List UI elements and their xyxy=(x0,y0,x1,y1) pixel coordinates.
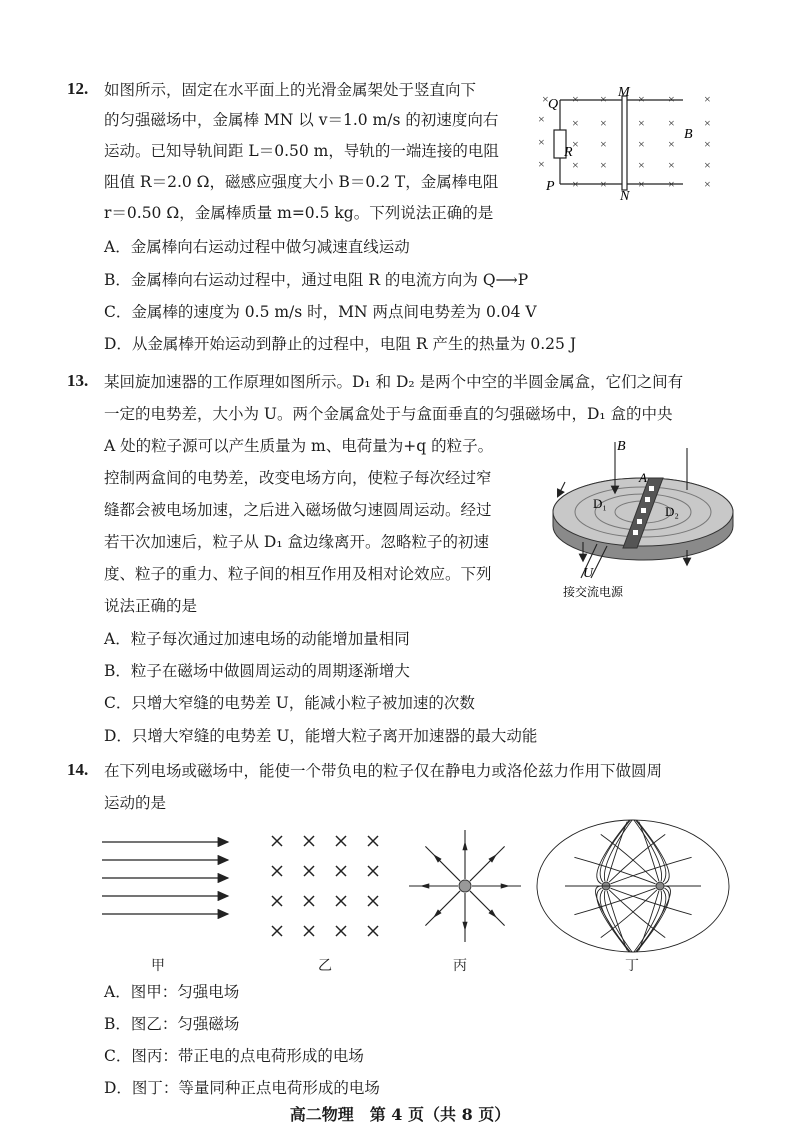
q13-option-d: D．只增大窄缝的电势差 U，能增大粒子离开加速器的最大动能 xyxy=(104,727,538,745)
svg-text:×: × xyxy=(668,137,675,151)
field-arrow xyxy=(501,883,510,888)
label-n: N xyxy=(620,189,630,202)
q14-stem-line: 运动的是 xyxy=(104,794,167,812)
field-line xyxy=(425,846,460,881)
q12-option-c: C．金属棒的速度为 0.5 m/s 时，MN 两点间电势差为 0.04 V xyxy=(104,303,537,321)
field-line xyxy=(611,857,692,883)
figure-jia-uniform-field xyxy=(100,828,234,928)
q12-option-d: D．从金属棒开始运动到静止的过程中，电阻 R 产生的热量为 0.25 J xyxy=(104,335,577,353)
q14-option-c: C．图丙：带正电的点电荷形成的电场 xyxy=(104,1047,364,1065)
figure-ding-two-charges xyxy=(536,818,730,954)
page-footer: 高二物理 第 4 页（共 8 页） xyxy=(289,1105,511,1124)
label-r: R xyxy=(564,145,573,160)
svg-text:×: × xyxy=(704,92,711,106)
svg-text:×: × xyxy=(704,116,711,130)
q13-stem-line: A 处的粒子源可以产生质量为 m、电荷量为+q 的粒子。 xyxy=(104,437,494,455)
caption-bing: 丙 xyxy=(453,958,467,974)
caption-yi: 乙 xyxy=(318,958,332,974)
q12-stem-line: 的匀强磁场中，金属棒 MN 以 v＝1.0 m/s 的初速度向右 xyxy=(104,111,499,129)
label-m: M xyxy=(618,86,630,100)
label-d1: D₁ xyxy=(593,496,607,511)
svg-text:×: × xyxy=(572,158,579,172)
label-u: U xyxy=(583,566,594,581)
q13-number: 13. xyxy=(67,371,89,390)
svg-text:×: × xyxy=(704,137,711,151)
label-b: B xyxy=(684,127,693,142)
q12-stem-line: 运动。已知导轨间距 L＝0.50 m，导轨的一端连接的电阻 xyxy=(104,142,499,160)
caption-ding: 丁 xyxy=(625,958,639,974)
q12-number: 12. xyxy=(67,79,89,98)
svg-text:×: × xyxy=(638,137,645,151)
svg-text:×: × xyxy=(572,177,579,191)
field-arrow xyxy=(420,883,429,888)
q13-figure-cyclotron xyxy=(545,430,735,602)
field-line xyxy=(574,857,655,883)
power-caption: 接交流电源 xyxy=(563,585,624,599)
svg-text:×: × xyxy=(572,92,579,106)
q14-number: 14. xyxy=(67,760,89,779)
q13-option-c: C．只增大窄缝的电势差 U，能减小粒子被加速的次数 xyxy=(104,694,475,712)
q13-stem-line: 一定的电势差，大小为 U。两个金属盒处于与盒面垂直的匀强磁场中，D₁ 盒的中央 xyxy=(104,405,673,423)
svg-text:×: × xyxy=(600,158,607,172)
q12-option-a: A．金属棒向右运动过程中做匀减速直线运动 xyxy=(104,238,410,256)
svg-text:×: × xyxy=(600,137,607,151)
svg-text:×: × xyxy=(638,116,645,130)
q12-stem-line: 阻值 R＝2.0 Ω，磁感应强度大小 B＝0.2 T，金属棒电阻 xyxy=(104,173,499,191)
q12-stem-line: r＝0.50 Ω，金属棒质量 m=0.5 kg。下列说法正确的是 xyxy=(104,204,494,222)
svg-text:×: × xyxy=(538,112,545,126)
q14-option-d: D．图丁：等量同种正点电荷形成的电场 xyxy=(104,1079,380,1097)
svg-text:×: × xyxy=(668,116,675,130)
svg-text:×: × xyxy=(600,177,607,191)
point-charge xyxy=(656,882,664,890)
q13-stem-line: 某回旋加速器的工作原理如图所示。D₁ 和 D₂ 是两个中空的半圆金属盒，它们之间有 xyxy=(104,373,684,391)
svg-text:×: × xyxy=(600,116,607,130)
field-line xyxy=(470,846,505,881)
q14-stem-line: 在下列电场或磁场中，能使一个带负电的粒子仅在静电力或洛伦兹力作用下做圆周 xyxy=(104,762,663,780)
svg-text:×: × xyxy=(538,135,545,149)
q13-stem-line: 控制两盒间的电势差，改变电场方向，使粒子每次经过窄 xyxy=(104,469,492,487)
q13-option-b: B．粒子在磁场中做圆周运动的周期逐渐增大 xyxy=(104,662,410,680)
q12-figure-rails xyxy=(528,86,728,202)
svg-text:×: × xyxy=(538,157,545,171)
q13-stem-line: 若干次加速后，粒子从 D₁ 盒边缘离开。忽略粒子的初速 xyxy=(104,533,489,551)
q14-option-a: A．图甲：匀强电场 xyxy=(104,983,240,1001)
svg-text:×: × xyxy=(668,158,675,172)
figure-bing-point-charge xyxy=(405,826,525,950)
label-b: B xyxy=(617,439,626,454)
svg-text:×: × xyxy=(638,158,645,172)
field-arrow xyxy=(462,922,467,931)
caption-jia: 甲 xyxy=(151,958,165,974)
figure-yi-magnetic-field xyxy=(264,828,388,944)
label-q: Q xyxy=(548,97,559,112)
svg-text:×: × xyxy=(668,92,675,106)
svg-text:×: × xyxy=(638,92,645,106)
label-p: P xyxy=(546,179,555,194)
field-line xyxy=(611,888,692,914)
svg-text:×: × xyxy=(542,92,549,106)
svg-text:×: × xyxy=(668,177,675,191)
svg-text:×: × xyxy=(572,137,579,151)
field-arrow xyxy=(462,841,467,850)
svg-text:×: × xyxy=(600,92,607,106)
field-line xyxy=(574,888,655,914)
field-line xyxy=(425,891,460,926)
svg-text:×: × xyxy=(704,158,711,172)
q13-option-a: A．粒子每次通过加速电场的动能增加量相同 xyxy=(104,630,410,648)
q12-option-b: B．金属棒向右运动过程中，通过电阻 R 的电流方向为 Q⟶P xyxy=(104,271,529,289)
q13-stem-line: 缝都会被电场加速，之后进入磁场做匀速圆周运动。经过 xyxy=(104,501,492,519)
svg-text:×: × xyxy=(704,177,711,191)
q13-stem-line: 说法正确的是 xyxy=(104,597,198,615)
point-charge xyxy=(459,880,471,892)
label-a: A xyxy=(639,470,647,485)
q13-stem-line: 度、粒子的重力、粒子间的相互作用及相对论效应。下列 xyxy=(104,565,492,583)
q14-option-b: B．图乙：匀强磁场 xyxy=(104,1015,240,1033)
field-line xyxy=(470,891,505,926)
svg-text:×: × xyxy=(638,177,645,191)
svg-text:×: × xyxy=(572,116,579,130)
q12-stem-line: 如图所示，固定在水平面上的光滑金属架处于竖直向下 xyxy=(104,81,477,99)
label-d2: D₂ xyxy=(665,504,679,519)
